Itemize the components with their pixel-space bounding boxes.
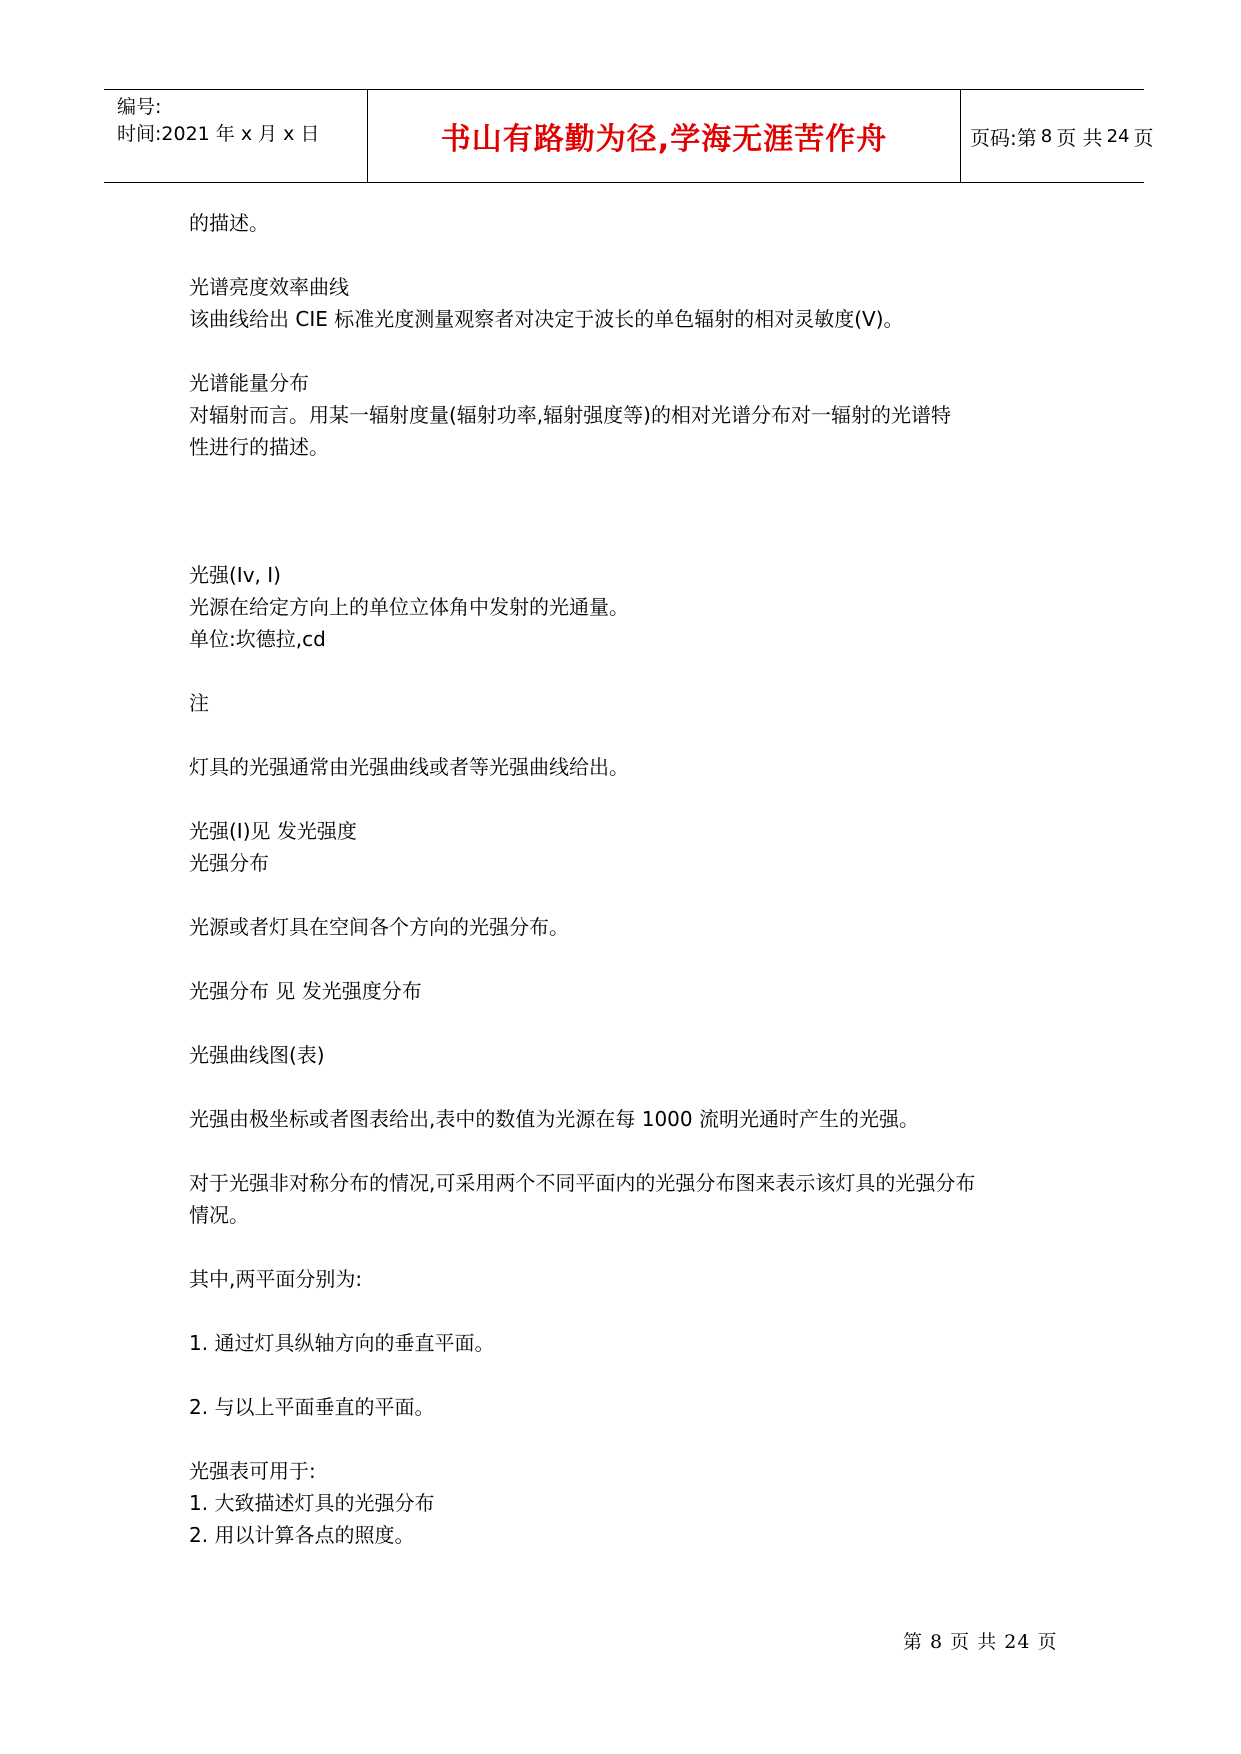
paragraph: 其中,两平面分别为: bbox=[189, 1267, 363, 1291]
time-line: 时间:2021 年 x 月 x 日 bbox=[117, 123, 320, 145]
header-divider-left bbox=[367, 90, 368, 182]
page-mid: 页 共 bbox=[1056, 125, 1103, 150]
header-page-number bbox=[970, 90, 1153, 182]
term-heading: 光强曲线图(表) bbox=[189, 1043, 325, 1067]
page-num: 8 bbox=[1040, 125, 1053, 147]
note-label: 注 bbox=[189, 691, 209, 715]
list-item: 1. 大致描述灯具的光强分布 bbox=[189, 1491, 435, 1515]
term-heading: 光强(I)见 发光强度 bbox=[189, 819, 357, 843]
header-motto: 书山有路勤为径,学海无涯苦作舟 bbox=[440, 122, 888, 157]
page-suffix: 页 bbox=[1133, 125, 1154, 150]
term-heading: 光谱亮度效率曲线 bbox=[189, 275, 349, 299]
paragraph: 该曲线给出 CIE 标准光度测量观察者对决定于波长的单色辐射的相对灵敏度(V)。 bbox=[189, 307, 904, 331]
paragraph: 光源在给定方向上的单位立体角中发射的光通量。 bbox=[189, 595, 629, 619]
header-divider-right bbox=[960, 90, 961, 182]
paragraph: 光源或者灯具在空间各个方向的光强分布。 bbox=[189, 915, 569, 939]
paragraph: 对辐射而言。用某一辐射度量(辐射功率,辐射强度等)的相对光谱分布对一辐射的光谱特 bbox=[189, 403, 951, 427]
paragraph: 光强由极坐标或者图表给出,表中的数值为光源在每 1000 流明光通时产生的光强。 bbox=[189, 1107, 919, 1131]
term-heading: 光谱能量分布 bbox=[189, 371, 309, 395]
paragraph: 灯具的光强通常由光强曲线或者等光强曲线给出。 bbox=[189, 755, 629, 779]
term-heading: 光强(Iv, I) bbox=[189, 563, 281, 587]
page-total: 24 bbox=[1106, 125, 1130, 147]
paragraph: 光强表可用于: bbox=[189, 1459, 316, 1483]
header-meta bbox=[117, 94, 362, 148]
serial-label: 编号: bbox=[117, 96, 162, 118]
paragraph: 的描述。 bbox=[189, 211, 269, 235]
paragraph: 情况。 bbox=[189, 1203, 249, 1227]
list-item: 2. 用以计算各点的照度。 bbox=[189, 1523, 415, 1547]
paragraph: 性进行的描述。 bbox=[189, 435, 329, 459]
paragraph: 单位:坎德拉,cd bbox=[189, 627, 326, 651]
paragraph: 对于光强非对称分布的情况,可采用两个不同平面内的光强分布图来表示该灯具的光强分布 bbox=[189, 1171, 976, 1195]
term-heading: 光强分布 见 发光强度分布 bbox=[189, 979, 422, 1003]
term-heading: 光强分布 bbox=[189, 851, 269, 875]
document-body bbox=[189, 207, 1069, 1551]
page-footer: 第 8 页 共 24 页 bbox=[903, 1631, 1058, 1653]
list-item: 2. 与以上平面垂直的平面。 bbox=[189, 1395, 435, 1419]
page-header bbox=[104, 89, 1154, 183]
page-prefix: 页码:第 bbox=[970, 125, 1037, 150]
list-item: 1. 通过灯具纵轴方向的垂直平面。 bbox=[189, 1331, 495, 1355]
